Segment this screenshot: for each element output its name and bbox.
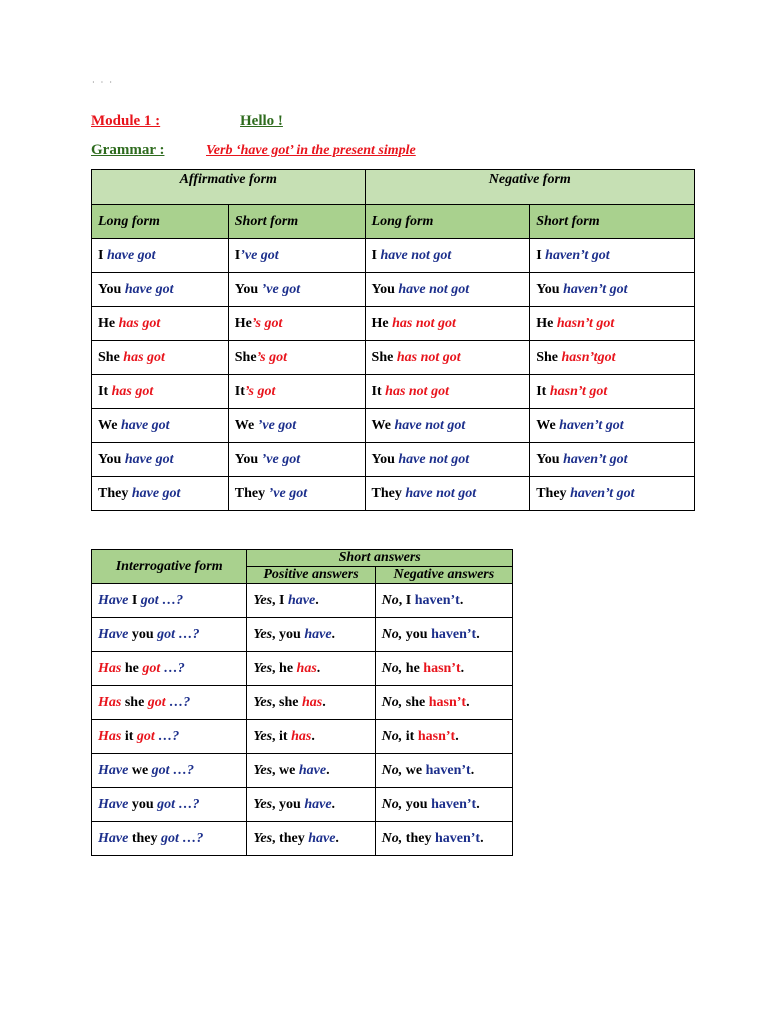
- module-label: Module 1 :: [91, 113, 161, 129]
- question-tail: …?: [178, 796, 200, 812]
- questions-table: [91, 549, 513, 856]
- subject: it: [124, 728, 134, 744]
- pronoun: I: [98, 247, 104, 263]
- no-subject: she: [402, 694, 426, 710]
- yes-subject: , I: [272, 592, 285, 608]
- pronoun: It: [371, 383, 382, 399]
- positive-answer-cell: Yes, they have.: [247, 822, 375, 856]
- negative-answer-cell: No, it hasn’t.: [375, 720, 512, 754]
- pronoun: She: [98, 349, 120, 365]
- no-word: No,: [381, 796, 403, 812]
- no-subject: we: [402, 762, 423, 778]
- table-cell: [228, 443, 365, 477]
- pronoun: He: [98, 315, 116, 331]
- table-cell: [92, 307, 229, 341]
- no-word: No,: [381, 626, 403, 642]
- pronoun: She: [536, 349, 559, 365]
- verb-form: has got: [123, 349, 165, 365]
- pronoun: He: [234, 315, 252, 331]
- table-cell: [228, 341, 365, 375]
- question-tail: …?: [182, 830, 204, 846]
- positive-answer-cell: Yes, I have.: [247, 584, 375, 618]
- yes-word: Yes: [253, 796, 273, 812]
- pronoun: We: [536, 417, 556, 433]
- no-word: No,: [381, 694, 403, 710]
- yes-subject: , you: [272, 626, 301, 642]
- no-subject: it: [402, 728, 415, 744]
- table-cell: [228, 375, 365, 409]
- verb-form: haven’t got: [563, 281, 628, 297]
- yes-word: Yes: [253, 694, 273, 710]
- negative-header: Negative form: [365, 170, 694, 205]
- affirmative-header: Affirmative form: [92, 170, 366, 205]
- verb-form: has not got: [396, 349, 461, 365]
- question-tail: …?: [158, 728, 180, 744]
- table-cell: [530, 307, 695, 341]
- pronoun: You: [234, 281, 259, 297]
- verb-form: hasn’tgot: [561, 349, 616, 365]
- verb: got: [151, 762, 170, 778]
- subject: you: [131, 796, 154, 812]
- table-cell: [92, 443, 229, 477]
- pronoun: You: [98, 451, 122, 467]
- pronoun: We: [371, 417, 391, 433]
- subject: we: [131, 762, 149, 778]
- table-row: [92, 409, 695, 443]
- no-subject: , I: [398, 592, 412, 608]
- no-word: No,: [381, 830, 403, 846]
- table-cell: [365, 307, 530, 341]
- positive-answer-cell: Yes, we have.: [247, 754, 375, 788]
- verb-form: haven’t got: [559, 417, 624, 433]
- positive-answer-cell: Yes, you have.: [247, 788, 375, 822]
- table-cell: [365, 273, 530, 307]
- yes-auxiliary: have: [304, 796, 332, 812]
- pronoun: She: [371, 349, 394, 365]
- pronoun: We: [98, 417, 118, 433]
- pronoun: You: [536, 281, 560, 297]
- positive-answer-cell: Yes, she has.: [247, 686, 375, 720]
- verb-form: ’s got: [244, 383, 276, 399]
- verb: got: [142, 660, 161, 676]
- table-cell: [365, 409, 530, 443]
- table-cell: [228, 307, 365, 341]
- table-cell: [530, 443, 695, 477]
- no-word: No,: [381, 762, 403, 778]
- verb: got: [147, 694, 166, 710]
- positive-answer-cell: Yes, it has.: [247, 720, 375, 754]
- question-tail: …?: [178, 626, 200, 642]
- negative-answer-cell: No, you haven’t.: [375, 618, 512, 652]
- no-auxiliary: haven’t: [414, 592, 460, 608]
- negative-header: Negative answers: [375, 567, 512, 584]
- table-cell: [365, 341, 530, 375]
- no-auxiliary: haven’t: [434, 830, 481, 846]
- verb-form: ’ve got: [240, 247, 279, 263]
- verb-form: have got: [131, 485, 181, 501]
- col-header: Long form: [92, 205, 229, 239]
- question-cell: [92, 720, 247, 754]
- table-row: [92, 239, 695, 273]
- yes-subject: , we: [272, 762, 296, 778]
- auxiliary: Have: [98, 796, 129, 812]
- verb: got: [157, 796, 176, 812]
- auxiliary: Have: [98, 830, 129, 846]
- grammar-topic: Verb ‘have got’ in the present simple: [206, 143, 416, 158]
- table-cell: [228, 477, 365, 511]
- negative-answer-cell: No, they haven’t.: [375, 822, 512, 856]
- table-cell: [92, 375, 229, 409]
- table-row: [92, 720, 513, 754]
- yes-auxiliary: has: [291, 728, 312, 744]
- questions-header-row: [92, 550, 513, 567]
- yes-subject: , you: [272, 796, 301, 812]
- yes-auxiliary: have: [287, 592, 316, 608]
- pronoun: It: [536, 383, 547, 399]
- pronoun: You: [371, 451, 395, 467]
- auxiliary: Has: [98, 728, 122, 744]
- verb-form: have not got: [394, 417, 466, 433]
- subject: she: [124, 694, 145, 710]
- pronoun: He: [371, 315, 389, 331]
- pronoun: You: [536, 451, 560, 467]
- auxiliary: Have: [98, 626, 129, 642]
- pronoun: She: [234, 349, 257, 365]
- no-auxiliary: hasn’t: [423, 660, 461, 676]
- table-cell: [365, 443, 530, 477]
- group-header-row: [92, 170, 695, 205]
- table-row: [92, 477, 695, 511]
- no-auxiliary: haven’t: [431, 796, 477, 812]
- verb-form: ’ve got: [258, 451, 301, 467]
- verb-form: hasn’t got: [556, 315, 615, 331]
- no-auxiliary: hasn’t: [417, 728, 456, 744]
- verb-form: have not got: [380, 247, 452, 263]
- verb-form: haven’t got: [563, 451, 628, 467]
- question-cell: [92, 652, 247, 686]
- verb-form: have not got: [398, 281, 470, 297]
- forms-table: [91, 169, 695, 511]
- verb: got: [157, 626, 176, 642]
- yes-word: Yes: [253, 660, 273, 676]
- page-artifact: · · ·: [92, 78, 114, 87]
- table-row: [92, 273, 695, 307]
- table-cell: [365, 375, 530, 409]
- subject: you: [131, 626, 154, 642]
- verb-form: ’s got: [251, 315, 283, 331]
- yes-subject: , she: [272, 694, 299, 710]
- subject: I: [131, 592, 138, 608]
- pronoun: They: [536, 485, 567, 501]
- question-tail: …?: [163, 660, 185, 676]
- table-cell: [530, 477, 695, 511]
- yes-word: Yes: [253, 626, 273, 642]
- yes-auxiliary: have: [304, 626, 332, 642]
- question-tail: …?: [162, 592, 184, 608]
- pronoun: You: [98, 281, 122, 297]
- pronoun: I: [234, 247, 241, 263]
- table-row: [92, 584, 513, 618]
- table-row: [92, 652, 513, 686]
- verb-form: have not got: [405, 485, 477, 501]
- no-subject: he: [402, 660, 420, 676]
- verb-form: haven’t got: [570, 485, 635, 501]
- verb: got: [140, 592, 159, 608]
- verb-form: has not got: [392, 315, 456, 331]
- yes-auxiliary: has: [296, 660, 317, 676]
- yes-word: Yes: [253, 728, 273, 744]
- pronoun: I: [371, 247, 377, 263]
- verb-form: ’ve got: [265, 485, 308, 501]
- pronoun: It: [234, 383, 245, 399]
- table-row: [92, 307, 695, 341]
- negative-answer-cell: No, you haven’t.: [375, 788, 512, 822]
- negative-answer-cell: No, he hasn’t.: [375, 652, 512, 686]
- no-word: No,: [381, 728, 403, 744]
- no-subject: you: [402, 796, 428, 812]
- verb-form: have got: [120, 417, 170, 433]
- table-cell: [530, 273, 695, 307]
- question-cell: [92, 754, 247, 788]
- table-row: [92, 341, 695, 375]
- table-cell: [92, 409, 229, 443]
- table-row: [92, 686, 513, 720]
- question-cell: [92, 822, 247, 856]
- verb-form: haven’t got: [545, 247, 610, 263]
- yes-auxiliary: have: [308, 830, 336, 846]
- verb-form: have got: [124, 451, 174, 467]
- question-tail: …?: [173, 762, 195, 778]
- verb: got: [161, 830, 179, 846]
- yes-subject: , he: [272, 660, 294, 676]
- table-cell: [228, 409, 365, 443]
- question-cell: [92, 788, 247, 822]
- verb-form: ’ve got: [258, 281, 301, 297]
- no-word: No,: [381, 660, 403, 676]
- pronoun: They: [98, 485, 129, 501]
- verb-form: hasn’t got: [549, 383, 608, 399]
- verb-form: ’ve got: [254, 417, 297, 433]
- verb-form: have not got: [398, 451, 470, 467]
- no-word: No: [381, 592, 399, 608]
- table-cell: [530, 239, 695, 273]
- auxiliary: Have: [98, 592, 129, 608]
- verb-form: has got: [111, 383, 154, 399]
- yes-auxiliary: has: [301, 694, 323, 710]
- table-row: [92, 822, 513, 856]
- pronoun: They: [371, 485, 402, 501]
- table-cell: [92, 341, 229, 375]
- positive-answer-cell: Yes, you have.: [247, 618, 375, 652]
- table-cell: [92, 239, 229, 273]
- col-header: Long form: [365, 205, 530, 239]
- grammar-label: Grammar :: [91, 142, 165, 158]
- verb-form: have got: [106, 247, 156, 263]
- interrogative-header: Interrogative form: [92, 550, 247, 584]
- no-subject: they: [402, 830, 432, 846]
- table-row: [92, 443, 695, 477]
- pronoun: It: [98, 383, 109, 399]
- negative-answer-cell: No, she hasn’t.: [375, 686, 512, 720]
- pronoun: We: [234, 417, 255, 433]
- short-answers-header: Short answers: [247, 550, 513, 567]
- negative-answer-cell: No, we haven’t.: [375, 754, 512, 788]
- table-cell: [92, 477, 229, 511]
- positive-header: Positive answers: [247, 567, 375, 584]
- yes-auxiliary: have: [298, 762, 327, 778]
- table-cell: [365, 477, 530, 511]
- question-cell: [92, 686, 247, 720]
- auxiliary: Has: [98, 694, 122, 710]
- pronoun: I: [536, 247, 542, 263]
- auxiliary: Have: [98, 762, 129, 778]
- table-cell: [92, 273, 229, 307]
- yes-word: Yes: [253, 762, 273, 778]
- table-row: [92, 375, 695, 409]
- table-cell: [530, 409, 695, 443]
- subject: he: [124, 660, 139, 676]
- table-cell: [365, 239, 530, 273]
- no-auxiliary: haven’t: [431, 626, 477, 642]
- auxiliary: Has: [98, 660, 122, 676]
- negative-answer-cell: No, I haven’t.: [375, 584, 512, 618]
- pronoun: He: [536, 315, 554, 331]
- table-row: [92, 618, 513, 652]
- table-cell: [228, 239, 365, 273]
- no-auxiliary: haven’t: [425, 762, 471, 778]
- no-subject: you: [402, 626, 428, 642]
- pronoun: You: [234, 451, 259, 467]
- table-row: [92, 788, 513, 822]
- subject: they: [131, 830, 158, 846]
- question-tail: …?: [169, 694, 191, 710]
- yes-word: Yes: [253, 592, 273, 608]
- pronoun: You: [371, 281, 395, 297]
- question-cell: [92, 584, 247, 618]
- yes-subject: , they: [272, 830, 305, 846]
- positive-answer-cell: Yes, he has.: [247, 652, 375, 686]
- col-header: Short form: [530, 205, 695, 239]
- question-cell: [92, 618, 247, 652]
- yes-word: Yes: [253, 830, 273, 846]
- column-header-row: [92, 205, 695, 239]
- verb-form: has not got: [385, 383, 449, 399]
- verb-form: has got: [118, 315, 161, 331]
- verb-form: have got: [124, 281, 174, 297]
- no-auxiliary: hasn’t: [428, 694, 467, 710]
- yes-subject: , it: [272, 728, 288, 744]
- verb-form: ’s got: [256, 349, 288, 365]
- pronoun: They: [234, 485, 266, 501]
- table-cell: [530, 341, 695, 375]
- table-row: [92, 754, 513, 788]
- verb: got: [136, 728, 155, 744]
- table-cell: [530, 375, 695, 409]
- col-header: Short form: [228, 205, 365, 239]
- module-title: Hello !: [240, 113, 283, 129]
- table-cell: [228, 273, 365, 307]
